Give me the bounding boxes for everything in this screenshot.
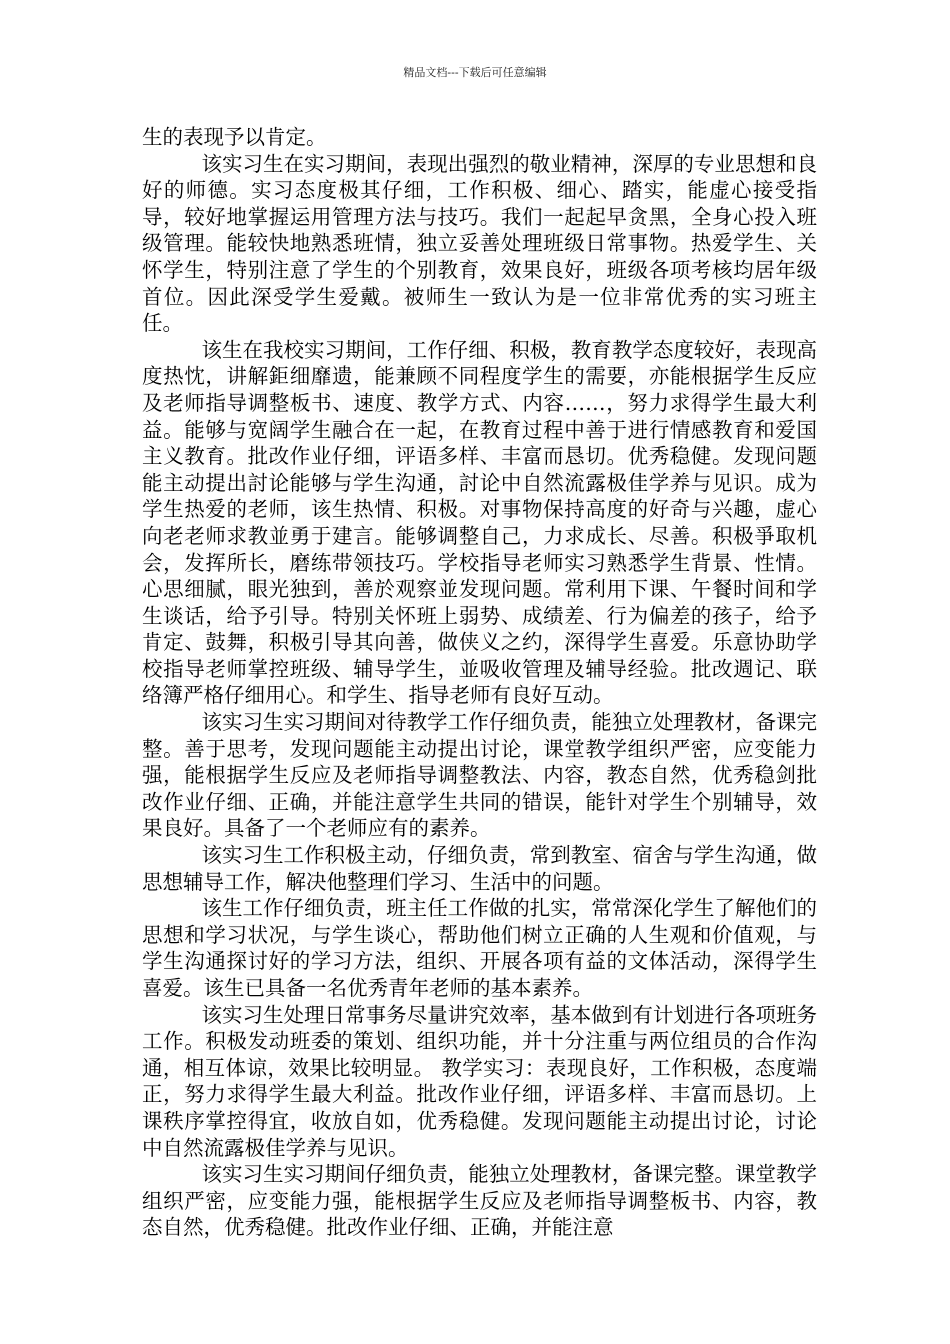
paragraph-continuation: 生的表现予以肯定。 [142,125,327,149]
paragraph: 该实习生在实习期间，表现出强烈的敬业精神，深厚的专业思想和良好的师德。实习态度极其仔细，工作积极、细心、踏实，能虚心接受指导，较好地掌握运用管理方法与技巧。我们一起起早贪黑，全身心投入班级管理。能较快地熟悉班情，独立妥善处理班级日常事物。热爱学生、关怀学生，特别注意了学生的个别教育，效果良好，班级各项考核均居年级首位。因此深受学生爱戴。被师生一致认为是一位非常优秀的实习班主任。 [142,151,817,336]
page-header: 精品文档---下载后可任意编辑 [403,66,547,79]
document-body [142,124,817,1241]
paragraph: 该实习生工作积极主动，仔细负责，常到教室、宿舍与学生沟通，做思想辅导工作，解决他整理们学习、生活中的问题。 [142,843,817,894]
paragraph: 该生工作仔细负责，班主任工作做的扎实，常常深化学生了解他们的思想和学习状况，与学生谈心，帮助他们树立正确的人生观和价值观，与学生沟通探讨好的学习方法，组织、开展各项有益的文体活动，深得学生喜爱。该生已具备一名优秀青年老师的基本素养。 [142,896,817,1000]
paragraph: 该实习生处理日常事务尽量讲究效率，基本做到有计划进行各项班务工作。积极发动班委的策划、组织功能，并十分注重与两位组员的合作沟通，相互体谅，效果比较明显。 教学实习：表现良好，工作积极，态度端正，努力求得学生最大利益。批改作业仔细，评语多样、丰富而恳切。上课秩序掌控得宜，收放自如，优秀稳健。发现问题能主动提出讨论，讨论中自然流露极佳学养与见识。 [142,1002,817,1160]
paragraph: 该实习生实习期间对待教学工作仔细负责，能独立处理教材，备课完整。善于思考，发现问题能主动提出讨论，课堂教学组织严密，应变能力强，能根据学生反应及老师指导调整教法、内容，教态自然，优秀稳剑批改作业仔细、正确，并能注意学生共同的错误，能针对学生个别辅导，效果良好。具备了一个老师应有的素养。 [142,710,817,841]
paragraph: 该生在我校实习期间，工作仔细、积极，教育教学态度较好，表现高度热忱，讲解鉅细靡遗，能兼顾不同程度学生的需要，亦能根据学生反应及老师指导调整板书、速度、教学方式、内容……，努力求得学生最大利益。能够与宽阔学生融合在一起，在教育过程中善于进行情感教育和爱国主义教育。批改作业仔细，评语多样、丰富而恳切。优秀稳健。发现问题能主动提出討论能够与学生沟通，討论中自然流露极佳学养与见识。成为学生热爱的老师，该生热情、积极。对事物保持高度的好奇与兴趣，虚心向老老师求教並勇于建言。能够调整自己，力求成长、尽善。积极爭取机会，发挥所长，磨练带领技巧。学校指导老师实习熟悉学生背景、性情。心思细腻，眼光独到，善於观察並发现问题。常利用下课、午餐时间和学生谈话，给予引导。特别关怀班上弱势、成绩差、行为偏差的孩子，给予肯定、鼓舞，积极引导其向善，做侠义之约，深得学生喜爱。乐意协助学校指导老师掌控班级、辅导学生，並吸收管理及辅导经验。批改週记、联络簿严格仔细用心。和学生、指导老师有良好互动。 [142,337,817,708]
paragraph: 该实习生实习期间仔细负责，能独立处理教材，备课完整。课堂教学组织严密，应变能力强，能根据学生反应及老师指导调整板书、内容，教态自然，优秀稳健。批改作业仔细、正确，并能注意 [142,1162,817,1240]
